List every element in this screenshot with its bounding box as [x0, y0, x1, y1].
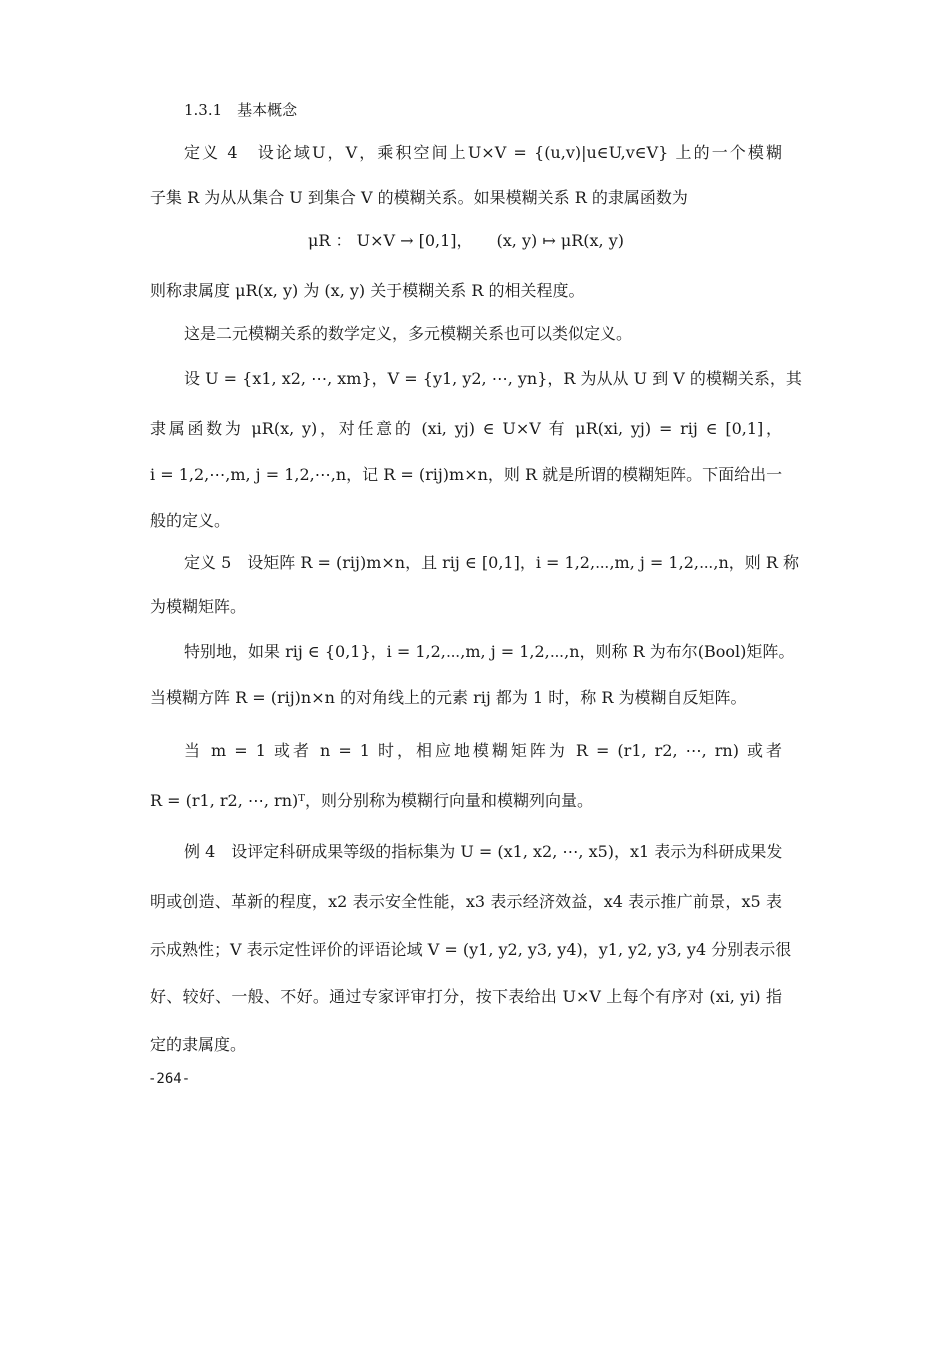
binary-relation-note: 这是二元模糊关系的数学定义，多元模糊关系也可以类似定义。 [184, 324, 633, 343]
example-4-line-2: 明或创造、革新的程度，x2 表示安全性能，x3 表示经济效益，x4 表示推广前景，x5 表 [150, 892, 782, 911]
definition-5-line-2: 为模糊矩阵。 [150, 597, 247, 616]
page-number: -264- [148, 1071, 191, 1087]
fuzzy-matrix-para-line-4: 般的定义。 [150, 511, 231, 530]
bool-matrix-para-line-1: 特别地，如果 rij ∈ {0,1}，i = 1,2,⋯,m, j = 1,2,⋯,n，则称 R 为布尔(Bool)矩阵。 [184, 642, 795, 661]
example-4-line-3: 示成熟性；V 表示定性评价的评语论域 V = (y1, y2, y3, y4)，y1, y2, y3, y4 分别表示很 [150, 940, 792, 959]
membership-function-formula: μR ： U×V → [0,1]， (x, y) ↦ μR(x, y) [307, 231, 625, 250]
example-4-line-5: 定的隶属度。 [150, 1035, 247, 1054]
section-heading: 1.3.1 基本概念 [184, 101, 298, 119]
definition-5-line-1: 定义 5 设矩阵 R = (rij)m×n，且 rij ∈ [0,1]，i = 1,2,⋯,m, j = 1,2,⋯,n，则 R 称 [184, 553, 799, 572]
fuzzy-matrix-para-line-3: i = 1,2,⋯,m, j = 1,2,⋯,n，记 R = (rij)m×n，则 R 就是所谓的模糊矩阵。下面给出一 [150, 465, 783, 484]
definition-4-line-2: 子集 R 为从从集合 U 到集合 V 的模糊关系。如果模糊关系 R 的隶属函数为 [150, 188, 688, 207]
example-4-line-1: 例 4 设评定科研成果等级的指标集为 U = (x1, x2, ⋯, x5)，x1 表示为科研成果发 [184, 842, 783, 861]
bool-matrix-para-line-2: 当模糊方阵 R = (rij)n×n 的对角线上的元素 rij 都为 1 时，称 R 为模糊自反矩阵。 [150, 688, 747, 707]
fuzzy-vector-para-line-1: 当 m = 1 或者 n = 1 时，相应地模糊矩阵为 R = (r1, r2, ⋯, rn) 或者 [184, 741, 782, 760]
definition-4-line-1: 定义 4 设论域U，V，乘积空间上U×V = {(u,v)|u∈U,v∈V} 上的一个模糊 [184, 143, 782, 162]
fuzzy-vector-para-line-2: R = (r1, r2, ⋯, rn)ᵀ，则分别称为模糊行向量和模糊列向量。 [150, 791, 593, 810]
fuzzy-matrix-para-line-2: 隶属函数为 μR(x, y)，对任意的 (xi, yj) ∈ U×V 有 μR(xi, yj) = rij ∈ [0,1]， [150, 419, 782, 438]
example-4-line-4: 好、较好、一般、不好。通过专家评审打分，按下表给出 U×V 上每个有序对 (xi, yi) 指 [150, 987, 782, 1006]
membership-degree-sentence: 则称隶属度 μR(x, y) 为 (x, y) 关于模糊关系 R 的相关程度。 [150, 281, 585, 300]
fuzzy-matrix-para-line-1: 设 U = {x1, x2, ⋯, xm}，V = {y1, y2, ⋯, yn}，R 为从从 U 到 V 的模糊关系，其 [184, 369, 802, 388]
